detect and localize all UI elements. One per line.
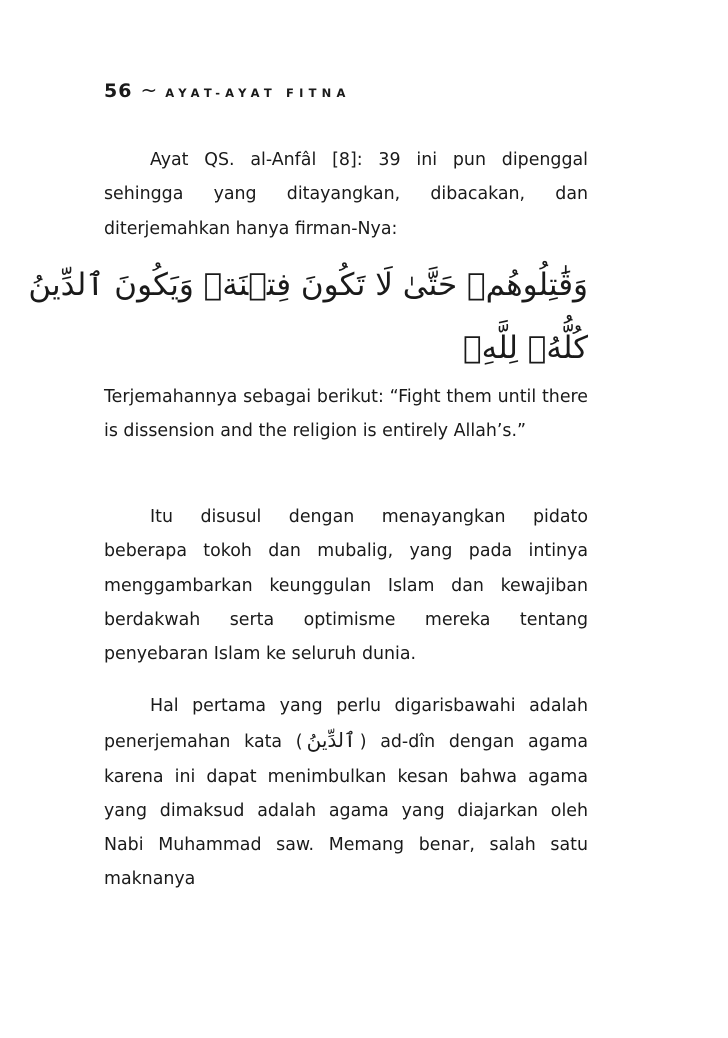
inline-arabic-term: ٱلدِّينُ [306, 728, 356, 753]
arabic-verse-line-1: وَقَٰتِلُوهُمۡ حَتَّىٰ لَا تَكُونَ فِتۡنَةٞ وَيَكُونَ ٱلدِّينُ [28, 267, 588, 303]
page-number: 56 [104, 80, 133, 102]
running-header [104, 78, 351, 102]
paragraph-1: Ayat QS. al-Anfâl [8]: 39 ini pun dipenggal sehingga yang ditayangkan, dibacakan, dan diterjemahkan hanya firman-Nya: [104, 150, 588, 239]
paragraph-4-text-end: ) ad-dîn dengan agama karena ini dapat menimbulkan kesan bahwa agama yang dimaksud adalah agama yang diajarkan oleh Nabi Muhammad saw. Memang benar, salah satu maknanya [104, 732, 588, 890]
header-separator: ~ [140, 78, 158, 102]
paragraph-2-translation: Terjemahannya sebagai berikut: “Fight them until there is dissension and the religion is entirely Allah’s.” [104, 387, 588, 442]
arabic-verse-line-2: كُلُّهُۥ لِلَّهِۚ [462, 330, 588, 366]
paragraph-3: Itu disusul dengan menayangkan pidato beberapa tokoh dan mubalig, yang pada intinya menggambarkan keunggulan Islam dan kewajiban berdakwah serta optimisme mereka tentang penyebaran Islam ke seluruh dunia. [104, 507, 588, 665]
paragraph-4-text-start: Hal pertama yang perlu digarisbawahi adalah penerjemahan kata ( [104, 696, 588, 753]
running-title: AYAT-AYAT FITNA [165, 86, 351, 100]
paragraph-4 [104, 689, 588, 897]
